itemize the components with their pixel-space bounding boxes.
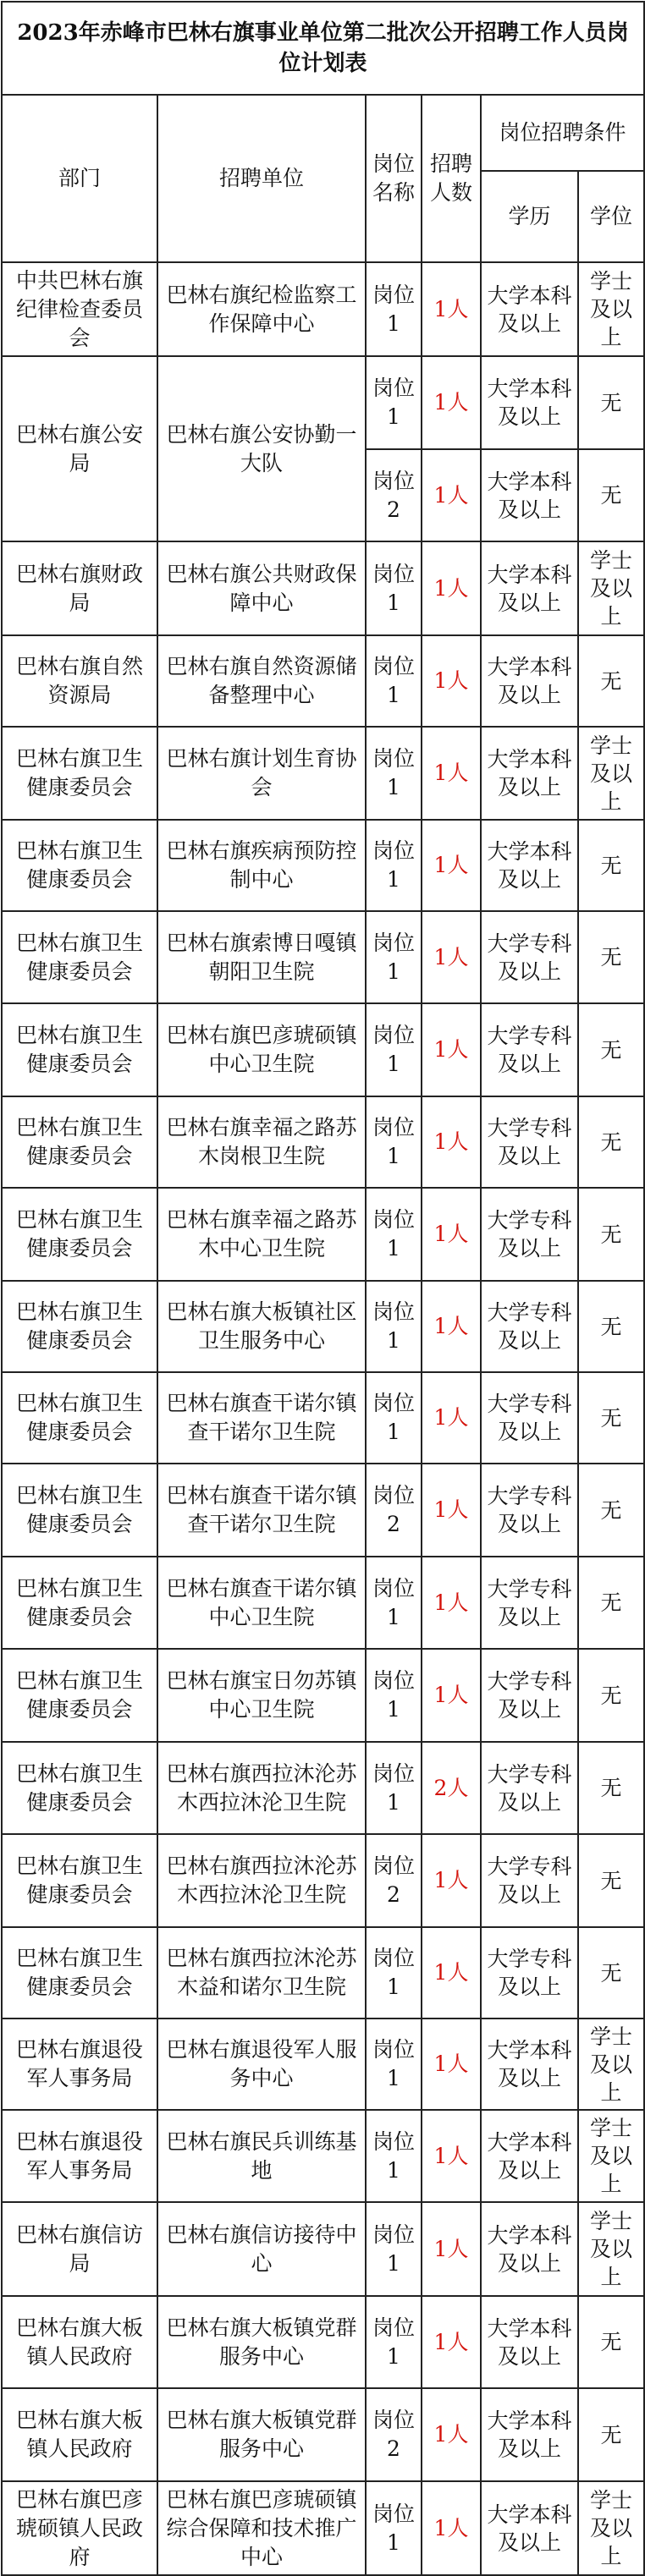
cell-count: 1人 [422, 1372, 481, 1464]
cell-degree: 学士及以上 [578, 2110, 644, 2202]
cell-position: 岗位1 [366, 2110, 422, 2202]
cell-dept: 巴林右旗大板镇人民政府 [2, 2388, 157, 2481]
cell-dept: 巴林右旗公安局 [2, 356, 157, 541]
cell-count: 1人 [422, 449, 481, 541]
cell-count: 1人 [422, 1927, 481, 2019]
cell-unit: 巴林右旗大板镇社区卫生服务中心 [157, 1281, 366, 1372]
cell-education: 大学专科及以上 [481, 1649, 578, 1742]
table-row [2, 2019, 644, 2110]
cell-unit: 巴林右旗索博日嘎镇朝阳卫生院 [157, 911, 366, 1003]
cell-education: 大学专科及以上 [481, 1927, 578, 2019]
cell-unit: 巴林右旗查干诺尔镇查干诺尔卫生院 [157, 1372, 366, 1464]
table-row [2, 1188, 644, 1281]
cell-position: 岗位1 [366, 1003, 422, 1096]
cell-position: 岗位2 [366, 1464, 422, 1557]
cell-education: 大学本科及以上 [481, 2481, 578, 2575]
table-row [2, 541, 644, 635]
cell-education: 大学专科及以上 [481, 1188, 578, 1281]
cell-dept: 巴林右旗巴彦琥硕镇人民政府 [2, 2481, 157, 2575]
cell-dept: 巴林右旗卫生健康委员会 [2, 1834, 157, 1927]
cell-education: 大学专科及以上 [481, 911, 578, 1003]
cell-degree: 学士及以上 [578, 727, 644, 820]
cell-education: 大学专科及以上 [481, 1557, 578, 1649]
cell-count: 2人 [422, 1742, 481, 1834]
cell-position: 岗位1 [366, 1281, 422, 1372]
cell-position: 岗位1 [366, 820, 422, 911]
cell-education: 大学本科及以上 [481, 2296, 578, 2388]
header-conditions: 岗位招聘条件 [481, 95, 644, 171]
cell-position: 岗位1 [366, 2019, 422, 2110]
table-row [2, 911, 644, 1003]
cell-count: 1人 [422, 2110, 481, 2202]
cell-degree: 无 [578, 911, 644, 1003]
cell-dept: 巴林右旗自然资源局 [2, 635, 157, 727]
cell-unit: 巴林右旗计划生育协会 [157, 727, 366, 820]
cell-unit: 巴林右旗民兵训练基地 [157, 2110, 366, 2202]
cell-count: 1人 [422, 1649, 481, 1742]
table-row [2, 1557, 644, 1649]
cell-dept: 巴林右旗大板镇人民政府 [2, 2296, 157, 2388]
cell-education: 大学专科及以上 [481, 1372, 578, 1464]
cell-count: 1人 [422, 727, 481, 820]
cell-dept: 巴林右旗卫生健康委员会 [2, 1557, 157, 1649]
cell-education: 大学本科及以上 [481, 541, 578, 635]
header-dept: 部门 [2, 95, 157, 262]
cell-unit: 巴林右旗西拉沐沦苏木西拉沐沦卫生院 [157, 1834, 366, 1927]
cell-degree: 无 [578, 820, 644, 911]
cell-count: 1人 [422, 262, 481, 356]
table-row [2, 820, 644, 911]
cell-position: 岗位1 [366, 1649, 422, 1742]
table-row [2, 2110, 644, 2202]
cell-dept: 巴林右旗卫生健康委员会 [2, 1003, 157, 1096]
cell-degree: 学士及以上 [578, 2202, 644, 2296]
cell-count: 1人 [422, 541, 481, 635]
cell-unit: 巴林右旗退役军人服务中心 [157, 2019, 366, 2110]
cell-unit: 巴林右旗疾病预防控制中心 [157, 820, 366, 911]
cell-degree: 学士及以上 [578, 541, 644, 635]
cell-position: 岗位1 [366, 262, 422, 356]
cell-degree: 无 [578, 1372, 644, 1464]
cell-position: 岗位1 [366, 911, 422, 1003]
cell-degree: 无 [578, 635, 644, 727]
cell-degree: 无 [578, 1188, 644, 1281]
cell-dept: 巴林右旗卫生健康委员会 [2, 1372, 157, 1464]
cell-education: 大学专科及以上 [481, 1003, 578, 1096]
cell-degree: 无 [578, 1003, 644, 1096]
cell-degree: 无 [578, 1096, 644, 1188]
cell-dept: 巴林右旗卫生健康委员会 [2, 727, 157, 820]
cell-position: 岗位1 [366, 2481, 422, 2575]
cell-position: 岗位1 [366, 2202, 422, 2296]
cell-position: 岗位1 [366, 635, 422, 727]
cell-degree: 无 [578, 1834, 644, 1927]
table-row [2, 1096, 644, 1188]
cell-unit: 巴林右旗纪检监察工作保障中心 [157, 262, 366, 356]
cell-education: 大学本科及以上 [481, 727, 578, 820]
table-row [2, 1372, 644, 1464]
cell-dept: 巴林右旗卫生健康委员会 [2, 1281, 157, 1372]
cell-education: 大学专科及以上 [481, 1464, 578, 1557]
cell-count: 1人 [422, 1096, 481, 1188]
header-count: 招聘人数 [422, 95, 481, 262]
table-row [2, 1003, 644, 1096]
cell-education: 大学本科及以上 [481, 2388, 578, 2481]
table-row [2, 727, 644, 820]
cell-degree: 无 [578, 1742, 644, 1834]
cell-education: 大学本科及以上 [481, 2110, 578, 2202]
cell-position: 岗位2 [366, 449, 422, 541]
cell-count: 1人 [422, 2388, 481, 2481]
cell-dept: 巴林右旗信访局 [2, 2202, 157, 2296]
recruitment-plan-table [1, 1, 645, 2576]
cell-dept: 巴林右旗卫生健康委员会 [2, 911, 157, 1003]
cell-count: 1人 [422, 2019, 481, 2110]
table-row [2, 2202, 644, 2296]
cell-dept: 巴林右旗卫生健康委员会 [2, 1188, 157, 1281]
cell-degree: 无 [578, 449, 644, 541]
cell-dept: 巴林右旗退役军人事务局 [2, 2019, 157, 2110]
header-unit: 招聘单位 [157, 95, 366, 262]
cell-count: 1人 [422, 820, 481, 911]
cell-degree: 无 [578, 2388, 644, 2481]
cell-position: 岗位1 [366, 1742, 422, 1834]
table-row [2, 1927, 644, 2019]
cell-count: 1人 [422, 1188, 481, 1281]
cell-dept: 巴林右旗卫生健康委员会 [2, 1096, 157, 1188]
table-row [2, 2388, 644, 2481]
cell-degree: 无 [578, 1557, 644, 1649]
cell-education: 大学专科及以上 [481, 1281, 578, 1372]
cell-position: 岗位1 [366, 2296, 422, 2388]
cell-dept: 巴林右旗财政局 [2, 541, 157, 635]
table-row [2, 2296, 644, 2388]
cell-unit: 巴林右旗西拉沐沦苏木西拉沐沦卫生院 [157, 1742, 366, 1834]
cell-degree: 学士及以上 [578, 262, 644, 356]
cell-dept: 巴林右旗卫生健康委员会 [2, 1927, 157, 2019]
cell-count: 1人 [422, 1464, 481, 1557]
cell-position: 岗位1 [366, 727, 422, 820]
cell-count: 1人 [422, 1557, 481, 1649]
cell-count: 1人 [422, 911, 481, 1003]
table-row [2, 1281, 644, 1372]
table-row [2, 635, 644, 727]
cell-education: 大学专科及以上 [481, 1742, 578, 1834]
cell-unit: 巴林右旗幸福之路苏木岗根卫生院 [157, 1096, 366, 1188]
cell-position: 岗位2 [366, 1834, 422, 1927]
cell-dept: 巴林右旗卫生健康委员会 [2, 1464, 157, 1557]
table-row [2, 1464, 644, 1557]
cell-unit: 巴林右旗幸福之路苏木中心卫生院 [157, 1188, 366, 1281]
header-degree: 学位 [578, 171, 644, 262]
table-title: 2023年赤峰市巴林右旗事业单位第二批次公开招聘工作人员岗位计划表 [2, 2, 644, 95]
table-row [2, 356, 644, 449]
cell-degree: 无 [578, 1649, 644, 1742]
cell-unit: 巴林右旗自然资源储备整理中心 [157, 635, 366, 727]
cell-count: 1人 [422, 1281, 481, 1372]
cell-education: 大学本科及以上 [481, 449, 578, 541]
cell-count: 1人 [422, 356, 481, 449]
cell-unit: 巴林右旗大板镇党群服务中心 [157, 2388, 366, 2481]
cell-degree: 无 [578, 356, 644, 449]
cell-education: 大学专科及以上 [481, 1096, 578, 1188]
cell-dept: 巴林右旗卫生健康委员会 [2, 1649, 157, 1742]
cell-count: 1人 [422, 2481, 481, 2575]
cell-unit: 巴林右旗查干诺尔镇中心卫生院 [157, 1557, 366, 1649]
cell-education: 大学本科及以上 [481, 356, 578, 449]
table-row [2, 2481, 644, 2575]
cell-count: 1人 [422, 1834, 481, 1927]
cell-unit: 巴林右旗大板镇党群服务中心 [157, 2296, 366, 2388]
cell-education: 大学本科及以上 [481, 820, 578, 911]
cell-dept: 巴林右旗卫生健康委员会 [2, 1742, 157, 1834]
cell-unit: 巴林右旗公安协勤一大队 [157, 356, 366, 541]
cell-dept: 巴林右旗退役军人事务局 [2, 2110, 157, 2202]
cell-education: 大学专科及以上 [481, 1834, 578, 1927]
cell-dept: 中共巴林右旗纪律检查委员会 [2, 262, 157, 356]
cell-unit: 巴林右旗公共财政保障中心 [157, 541, 366, 635]
header-education: 学历 [481, 171, 578, 262]
cell-position: 岗位1 [366, 1372, 422, 1464]
cell-position: 岗位1 [366, 1096, 422, 1188]
cell-unit: 巴林右旗宝日勿苏镇中心卫生院 [157, 1649, 366, 1742]
cell-position: 岗位2 [366, 2388, 422, 2481]
cell-unit: 巴林右旗巴彦琥硕镇综合保障和技术推广中心 [157, 2481, 366, 2575]
cell-degree: 学士及以上 [578, 2019, 644, 2110]
table-row [2, 1742, 644, 1834]
cell-degree: 学士及以上 [578, 2481, 644, 2575]
cell-unit: 巴林右旗西拉沐沦苏木益和诺尔卫生院 [157, 1927, 366, 2019]
cell-degree: 无 [578, 2296, 644, 2388]
cell-position: 岗位1 [366, 356, 422, 449]
cell-education: 大学本科及以上 [481, 2202, 578, 2296]
table-row [2, 262, 644, 356]
cell-degree: 无 [578, 1281, 644, 1372]
cell-count: 1人 [422, 1003, 481, 1096]
cell-education: 大学本科及以上 [481, 635, 578, 727]
cell-degree: 无 [578, 1464, 644, 1557]
table-row [2, 1649, 644, 1742]
cell-count: 1人 [422, 635, 481, 727]
table-row [2, 1834, 644, 1927]
cell-unit: 巴林右旗巴彦琥硕镇中心卫生院 [157, 1003, 366, 1096]
cell-education: 大学本科及以上 [481, 2019, 578, 2110]
header-position: 岗位名称 [366, 95, 422, 262]
cell-dept: 巴林右旗卫生健康委员会 [2, 820, 157, 911]
cell-position: 岗位1 [366, 1557, 422, 1649]
cell-education: 大学本科及以上 [481, 262, 578, 356]
cell-count: 1人 [422, 2202, 481, 2296]
cell-unit: 巴林右旗查干诺尔镇查干诺尔卫生院 [157, 1464, 366, 1557]
cell-position: 岗位1 [366, 1927, 422, 2019]
cell-position: 岗位1 [366, 1188, 422, 1281]
cell-unit: 巴林右旗信访接待中心 [157, 2202, 366, 2296]
cell-count: 1人 [422, 2296, 481, 2388]
cell-position: 岗位1 [366, 541, 422, 635]
cell-degree: 无 [578, 1927, 644, 2019]
